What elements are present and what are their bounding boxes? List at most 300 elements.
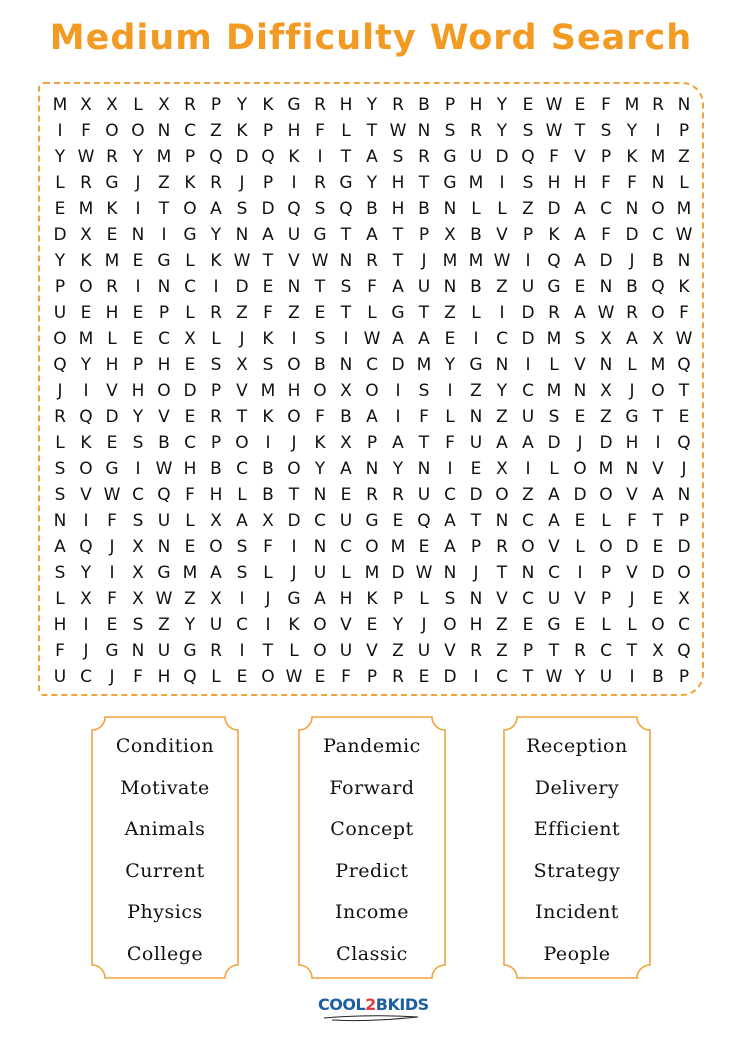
grid-letter: G: [157, 563, 171, 583]
grid-letter: G: [105, 641, 119, 661]
grid-letter: C: [236, 459, 248, 479]
grid-letter: C: [522, 511, 534, 531]
word-item: Physics: [127, 901, 203, 924]
grid-letter: K: [288, 615, 300, 635]
grid-letter: U: [53, 303, 67, 323]
grid-row: [47, 612, 697, 638]
grid-letter: P: [678, 511, 690, 531]
grid-letter: N: [131, 225, 145, 245]
grid-letter: R: [548, 303, 560, 323]
word-item: Animals: [124, 818, 206, 841]
word-item: Motivate: [120, 776, 210, 799]
grid-letter: G: [365, 511, 379, 531]
grid-letter: G: [313, 225, 327, 245]
grid-letter: L: [575, 537, 585, 557]
grid-letter: Z: [210, 121, 222, 141]
grid-letter: P: [210, 433, 222, 453]
grid-letter: E: [184, 407, 196, 427]
grid-letter: H: [469, 95, 483, 115]
grid-letter: N: [417, 121, 431, 141]
grid-letter: C: [444, 485, 456, 505]
grid-letter: N: [677, 95, 691, 115]
grid-letter: M: [52, 95, 68, 115]
grid-letter: Y: [444, 355, 456, 375]
grid-row: [47, 664, 697, 690]
grid-letter: A: [262, 225, 274, 245]
grid-letter: A: [210, 199, 222, 219]
word-item: Concept: [330, 818, 414, 841]
grid-letter: D: [235, 277, 249, 297]
grid-letter: R: [106, 147, 118, 167]
grid-letter: V: [80, 485, 92, 505]
grid-letter: B: [366, 199, 378, 219]
grid-letter: T: [678, 381, 690, 401]
grid-letter: H: [547, 173, 561, 193]
grid-letter: I: [395, 407, 401, 427]
grid-letter: R: [80, 173, 92, 193]
grid-letter: C: [548, 563, 560, 583]
grid-letter: R: [626, 303, 638, 323]
grid-letter: D: [547, 433, 561, 453]
grid-letter: G: [443, 147, 457, 167]
grid-letter: T: [340, 225, 352, 245]
grid-letter: B: [262, 459, 274, 479]
grid-letter: K: [262, 95, 274, 115]
grid-letter: X: [262, 511, 274, 531]
grid-letter: Q: [261, 147, 275, 167]
grid-letter: R: [210, 303, 222, 323]
grid-letter: I: [239, 589, 245, 609]
grid-letter: D: [105, 407, 119, 427]
grid-letter: N: [677, 485, 691, 505]
grid-letter: M: [78, 199, 94, 219]
grid-letter: N: [599, 355, 613, 375]
word-item: College: [126, 942, 204, 965]
grid-letter: S: [600, 121, 612, 141]
grid-letter: P: [132, 355, 144, 375]
grid-letter: C: [366, 355, 378, 375]
grid-letter: L: [549, 355, 559, 375]
grid-letter: M: [650, 355, 666, 375]
grid-letter: H: [391, 173, 405, 193]
grid-letter: G: [391, 303, 405, 323]
grid-letter: S: [522, 173, 534, 193]
grid-letter: K: [678, 277, 690, 297]
grid-letter: C: [80, 667, 92, 687]
grid-letter: E: [132, 303, 144, 323]
grid-letter: I: [135, 199, 141, 219]
grid-letter: L: [55, 433, 65, 453]
grid-letter: H: [157, 667, 171, 687]
grid-letter: N: [313, 537, 327, 557]
grid-letter: A: [210, 563, 222, 583]
grid-letter: T: [288, 485, 300, 505]
grid-row: [47, 248, 697, 274]
grid-letter: T: [652, 511, 664, 531]
grid-row: [47, 326, 697, 352]
grid-letter: Q: [677, 355, 691, 375]
grid-letter: L: [185, 303, 195, 323]
grid-letter: K: [80, 433, 92, 453]
grid-letter: X: [652, 641, 664, 661]
grid-letter: W: [545, 121, 563, 141]
grid-letter: X: [158, 95, 170, 115]
grid-letter: F: [341, 667, 351, 687]
grid-letter: N: [157, 537, 171, 557]
grid-letter: I: [317, 147, 323, 167]
grid-letter: H: [287, 121, 301, 141]
grid-letter: C: [184, 277, 196, 297]
grid-letter: P: [678, 667, 690, 687]
grid-letter: T: [522, 667, 534, 687]
grid-letter: R: [54, 407, 66, 427]
grid-letter: N: [677, 251, 691, 271]
grid-letter: H: [469, 615, 483, 635]
grid-letter: I: [239, 641, 245, 661]
grid-letter: U: [469, 147, 483, 167]
grid-letter: V: [652, 459, 664, 479]
grid-letter: Y: [236, 95, 248, 115]
grid-letter: J: [239, 173, 245, 193]
grid-letter: Q: [157, 485, 171, 505]
grid-letter: T: [314, 277, 326, 297]
grid-letter: D: [547, 199, 561, 219]
grid-letter: P: [262, 121, 274, 141]
grid-letter: R: [106, 277, 118, 297]
grid-letter: B: [262, 485, 274, 505]
grid-letter: X: [496, 459, 508, 479]
grid-letter: A: [54, 537, 66, 557]
grid-letter: J: [629, 589, 635, 609]
grid-letter: A: [548, 485, 560, 505]
grid-letter: U: [521, 277, 535, 297]
grid-letter: L: [263, 563, 273, 583]
grid-letter: F: [601, 173, 611, 193]
grid-letter: P: [392, 589, 404, 609]
grid-letter: A: [392, 433, 404, 453]
grid-letter: F: [601, 225, 611, 245]
grid-letter: O: [365, 381, 379, 401]
grid-letter: O: [651, 199, 665, 219]
grid-letter: E: [340, 485, 352, 505]
grid-letter: M: [598, 459, 614, 479]
grid-letter: Y: [496, 95, 508, 115]
grid-letter: L: [445, 407, 455, 427]
grid-letter: O: [209, 537, 223, 557]
grid-letter: B: [418, 199, 430, 219]
grid-letter: W: [597, 303, 615, 323]
grid-letter: W: [675, 329, 693, 349]
grid-letter: S: [262, 355, 274, 375]
grid-letter: H: [53, 615, 67, 635]
grid-letter: Z: [496, 641, 508, 661]
grid-letter: G: [625, 407, 639, 427]
grid-letter: M: [650, 147, 666, 167]
word-item: Efficient: [533, 818, 621, 841]
grid-letter: T: [418, 433, 430, 453]
grid-letter: F: [133, 667, 143, 687]
grid-letter: G: [157, 251, 171, 271]
grid-letter: T: [262, 641, 274, 661]
grid-letter: A: [236, 511, 248, 531]
grid-letter: E: [574, 95, 586, 115]
grid-letter: F: [107, 589, 117, 609]
grid-letter: Q: [79, 537, 93, 557]
grid-letter: A: [522, 433, 534, 453]
grid-letter: D: [495, 147, 509, 167]
grid-letter: Q: [677, 433, 691, 453]
grid-letter: C: [184, 433, 196, 453]
grid-letter: K: [210, 251, 222, 271]
grid-letter: U: [417, 277, 431, 297]
grid-letter: C: [340, 537, 352, 557]
grid-letter: D: [469, 485, 483, 505]
grid-letter: R: [392, 667, 404, 687]
grid-letter: Z: [678, 147, 690, 167]
grid-letter: Y: [54, 147, 66, 167]
grid-letter: X: [600, 381, 612, 401]
grid-letter: M: [468, 173, 484, 193]
grid-letter: N: [495, 355, 509, 375]
grid-letter: Z: [600, 407, 612, 427]
grid-letter: V: [496, 225, 508, 245]
grid-letter: O: [287, 355, 301, 375]
grid-letter: N: [365, 459, 379, 479]
grid-letter: O: [235, 433, 249, 453]
grid-letter: J: [265, 589, 271, 609]
grid-row: [47, 482, 697, 508]
grid-letter: H: [287, 381, 301, 401]
grid-letter: S: [132, 615, 144, 635]
grid-letter: M: [260, 381, 276, 401]
grid-letter: R: [652, 95, 664, 115]
grid-letter: E: [392, 511, 404, 531]
grid-letter: I: [395, 381, 401, 401]
grid-letter: Y: [132, 407, 144, 427]
grid-letter: C: [132, 485, 144, 505]
grid-letter: P: [366, 667, 378, 687]
grid-letter: L: [107, 329, 117, 349]
grid-letter: O: [651, 303, 665, 323]
grid-letter: N: [651, 173, 665, 193]
grid-letter: S: [236, 537, 248, 557]
grid-letter: V: [236, 381, 248, 401]
grid-letter: K: [184, 173, 196, 193]
grid-letter: C: [236, 615, 248, 635]
grid-letter: D: [391, 563, 405, 583]
word-item: Current: [125, 859, 205, 882]
grid-letter: R: [470, 121, 482, 141]
grid-letter: P: [470, 537, 482, 557]
word-item: Pandemic: [323, 735, 421, 757]
grid-letter: X: [80, 225, 92, 245]
grid-letter: F: [549, 147, 559, 167]
grid-letter: I: [525, 355, 531, 375]
grid-letter: K: [626, 147, 638, 167]
grid-letter: U: [157, 641, 171, 661]
grid-letter: U: [209, 615, 223, 635]
grid-letter: D: [651, 563, 665, 583]
grid-letter: R: [366, 485, 378, 505]
grid-letter: B: [652, 667, 664, 687]
grid-letter: E: [574, 615, 586, 635]
grid-letter: U: [599, 667, 613, 687]
grid-letter: G: [287, 95, 301, 115]
grid-letter: C: [184, 121, 196, 141]
grid-letter: Z: [470, 381, 482, 401]
grid-letter: H: [157, 355, 171, 375]
grid-letter: I: [83, 381, 89, 401]
grid-letter: I: [213, 277, 219, 297]
grid-letter: I: [655, 121, 661, 141]
word-list-1: [91, 716, 239, 979]
grid-letter: O: [131, 121, 145, 141]
grid-letter: W: [311, 251, 329, 271]
grid-letter: O: [599, 485, 613, 505]
grid-letter: F: [601, 95, 611, 115]
grid-letter: F: [315, 121, 325, 141]
grid-letter: C: [522, 381, 534, 401]
grid-letter: Q: [547, 251, 561, 271]
grid-letter: X: [444, 225, 456, 245]
grid-letter: A: [574, 199, 586, 219]
grid-letter: E: [314, 667, 326, 687]
grid-letter: E: [444, 329, 456, 349]
grid-letter: O: [261, 667, 275, 687]
grid-letter: D: [625, 537, 639, 557]
grid-letter: M: [390, 537, 406, 557]
grid-letter: X: [652, 329, 664, 349]
grid-letter: S: [314, 199, 326, 219]
grid-letter: S: [54, 459, 66, 479]
grid-letter: N: [521, 563, 535, 583]
grid-letter: Y: [496, 121, 508, 141]
grid-letter: M: [104, 251, 120, 271]
grid-letter: J: [109, 537, 115, 557]
grid-letter: L: [471, 199, 481, 219]
grid-letter: P: [600, 147, 612, 167]
grid-letter: A: [366, 407, 378, 427]
grid-letter: R: [366, 251, 378, 271]
grid-letter: E: [574, 407, 586, 427]
grid-row: [47, 430, 697, 456]
grid-letter: P: [210, 381, 222, 401]
grid-letter: U: [339, 511, 353, 531]
grid-letter: E: [678, 407, 690, 427]
grid-letter: D: [261, 199, 275, 219]
grid-letter: T: [392, 251, 404, 271]
grid-letter: E: [522, 615, 534, 635]
grid-letter: C: [158, 329, 170, 349]
grid-letter: Q: [183, 667, 197, 687]
grid-letter: B: [210, 459, 222, 479]
grid-letter: B: [652, 251, 664, 271]
grid-letter: R: [184, 95, 196, 115]
grid-letter: I: [655, 433, 661, 453]
grid-letter: S: [54, 485, 66, 505]
grid-letter: S: [548, 407, 560, 427]
grid-letter: Z: [496, 615, 508, 635]
grid-letter: M: [676, 199, 692, 219]
grid-letter: G: [105, 173, 119, 193]
grid-letter: Z: [288, 303, 300, 323]
grid-letter: E: [314, 303, 326, 323]
grid-letter: S: [236, 563, 248, 583]
grid-letter: L: [341, 563, 351, 583]
grid-letter: Y: [80, 355, 92, 375]
grid-letter: U: [547, 589, 561, 609]
grid-letter: O: [313, 641, 327, 661]
grid-letter: A: [626, 329, 638, 349]
grid-letter: E: [652, 589, 664, 609]
grid-letter: I: [161, 225, 167, 245]
grid-letter: N: [625, 459, 639, 479]
grid-letter: A: [340, 459, 352, 479]
grid-letter: T: [574, 121, 586, 141]
grid-letter: K: [236, 121, 248, 141]
grid-letter: H: [131, 381, 145, 401]
word-item: Income: [334, 901, 410, 924]
grid-letter: N: [287, 277, 301, 297]
grid-letter: S: [418, 381, 430, 401]
grid-letter: A: [366, 147, 378, 167]
grid-letter: R: [210, 641, 222, 661]
grid-letter: Q: [53, 355, 67, 375]
grid-letter: C: [678, 615, 690, 635]
grid-letter: R: [392, 95, 404, 115]
grid-letter: I: [577, 563, 583, 583]
grid-letter: D: [443, 667, 457, 687]
grid-letter: O: [183, 199, 197, 219]
grid-letter: E: [470, 459, 482, 479]
grid-letter: Z: [392, 641, 404, 661]
grid-letter: R: [496, 537, 508, 557]
grid-row: [47, 638, 697, 664]
grid-letter: S: [574, 329, 586, 349]
grid-letter: Y: [80, 563, 92, 583]
grid-letter: D: [521, 329, 535, 349]
grid-letter: I: [473, 329, 479, 349]
letter-grid: [47, 92, 697, 690]
grid-letter: R: [314, 173, 326, 193]
grid-row: [47, 170, 697, 196]
grid-letter: Z: [496, 407, 508, 427]
grid-letter: D: [391, 355, 405, 375]
grid-letter: R: [470, 641, 482, 661]
grid-letter: B: [314, 355, 326, 375]
grid-letter: V: [288, 251, 300, 271]
grid-letter: W: [493, 251, 511, 271]
grid-letter: I: [83, 511, 89, 531]
grid-letter: O: [313, 615, 327, 635]
grid-letter: N: [625, 199, 639, 219]
grid-letter: Z: [158, 173, 170, 193]
grid-letter: A: [652, 485, 664, 505]
grid-letter: L: [211, 329, 221, 349]
grid-letter: M: [442, 251, 458, 271]
grid-letter: C: [496, 667, 508, 687]
grid-letter: G: [183, 641, 197, 661]
grid-letter: Q: [677, 641, 691, 661]
grid-letter: D: [235, 147, 249, 167]
grid-letter: D: [183, 381, 197, 401]
grid-letter: M: [182, 563, 198, 583]
grid-letter: N: [469, 407, 483, 427]
word-item: Reception: [526, 735, 628, 757]
grid-letter: H: [391, 199, 405, 219]
grid-letter: H: [105, 355, 119, 375]
grid-letter: A: [548, 511, 560, 531]
